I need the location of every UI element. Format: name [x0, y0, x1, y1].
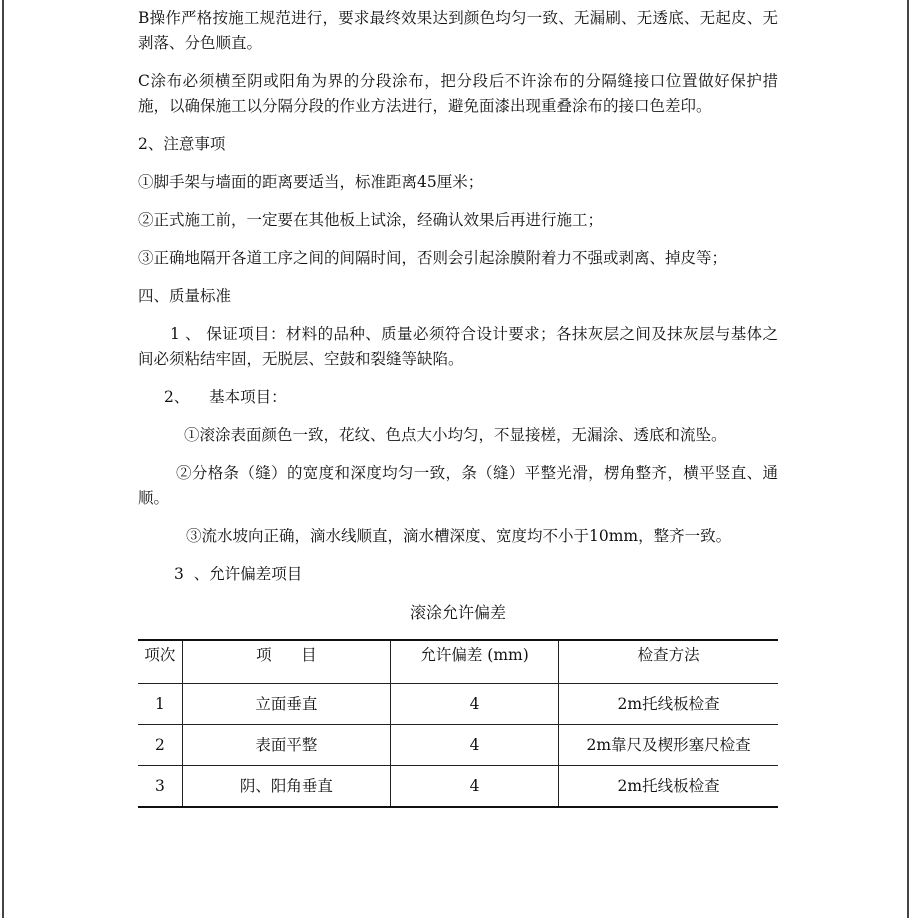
table-row [138, 684, 778, 725]
basic-item-2: ②分格条（缝）的宽度和深度均匀一致，条（缝）平整光滑，楞角整齐，横平竖直、通顺。 [138, 464, 778, 507]
header-cell-method: 检查方法 [559, 640, 778, 684]
guarantee-item: 1 、 保证项目：材料的品种、质量必须符合设计要求；各抹灰层之间及抹灰层与基体之间必须粘结牢固，无脱层、空鼓和裂缝等缺陷。 [138, 325, 778, 368]
basic-items-heading: 2、 基本项目： [164, 388, 287, 406]
row-tolerance: 4 [390, 725, 558, 766]
row-method: 2m托线板检查 [559, 684, 778, 725]
table-row [138, 766, 778, 808]
header-cell-index: 项次 [138, 640, 182, 684]
row-method: 2m靠尺及楔形塞尺检查 [559, 725, 778, 766]
row-item: 阴、阳角垂直 [182, 766, 390, 808]
row-index: 1 [138, 684, 182, 725]
tolerance-heading: 3 、允许偏差项目 [174, 565, 303, 583]
note-item-3: ③正确地隔开各道工序之间的间隔时间，否则会引起涂膜附着力不强或剥离、掉皮等； [138, 249, 728, 267]
header-cell-item: 项 目 [182, 640, 390, 684]
row-tolerance: 4 [390, 766, 558, 808]
row-item: 立面垂直 [182, 684, 390, 725]
quality-heading: 四、质量标准 [138, 287, 232, 305]
page-border-right [907, 0, 909, 918]
paragraph-c-coating: C涂布必须横至阴或阳角为界的分段涂布，把分段后不许涂布的分隔缝接口位置做好保护措施，以确保施工以分隔分段的作业方法进行，避免面漆出现重叠涂布的接口色差印。 [138, 72, 778, 115]
row-tolerance: 4 [390, 684, 558, 725]
note-item-2: ②正式施工前，一定要在其他板上试涂，经确认效果后再进行施工； [138, 211, 604, 229]
page-border-left [2, 0, 4, 918]
paragraph-b-operation: B操作严格按施工规范进行，要求最终效果达到颜色均匀一致、无漏刷、无透底、无起皮、无剥落、分色顺直。 [138, 9, 778, 52]
basic-item-1: ①滚涂表面颜色一致，花纹、色点大小均匀，不显接槎，无漏涂、透底和流坠。 [184, 426, 727, 444]
table-title: 滚涂允许偏差 [409, 603, 506, 622]
row-index: 2 [138, 725, 182, 766]
note-item-1: ①脚手架与墙面的距离要适当，标准距离45厘米； [138, 173, 484, 191]
table-header-row [138, 640, 778, 684]
header-cell-tolerance: 允许偏差 (mm) [390, 640, 558, 684]
notes-heading: 2、注意事项 [138, 135, 226, 153]
row-item: 表面平整 [182, 725, 390, 766]
table-row [138, 725, 778, 766]
basic-item-3: ③流水坡向正确，滴水线顺直，滴水槽深度、宽度均不小于10mm，整齐一致。 [186, 527, 732, 545]
row-method: 2m托线板检查 [559, 766, 778, 808]
document-body [138, 6, 778, 808]
row-index: 3 [138, 766, 182, 808]
tolerance-table [138, 639, 778, 808]
